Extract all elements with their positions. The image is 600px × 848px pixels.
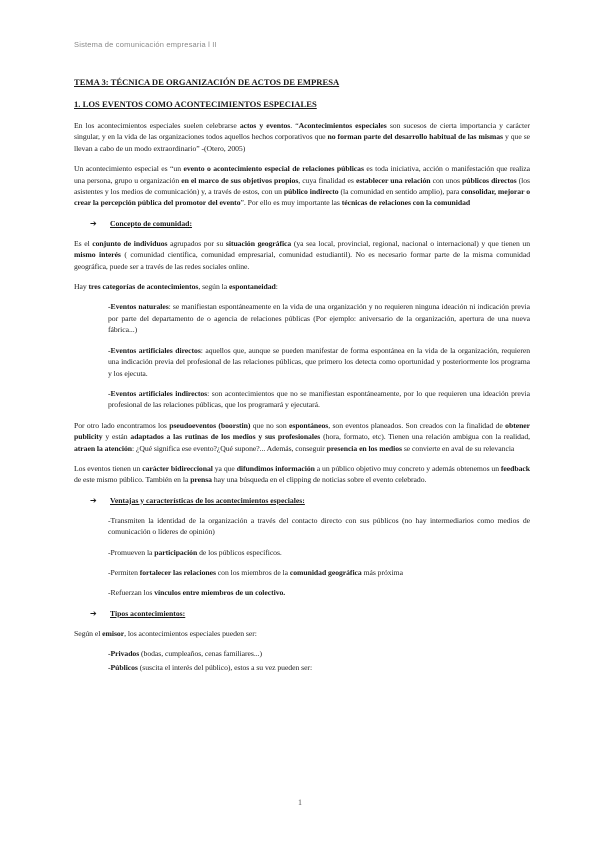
list-item-eventos-artificiales-directos: -Eventos artificiales directos: aquellos que, aunque se pueden manifestar de forma espontánea en la vida de la organización, requieren una indicación previa del profesional de las relaciones públicas, que primero los detecta como oportunidad y posteriormente los programa y los ejecuta.	[108, 345, 530, 378]
list-item-eventos-artificiales-indirectos: -Eventos artificiales indirectos: son acontecimientos que no se manifiestan espontáneamente, por lo que requieren una ideación previa profesional de las relaciones públicas, que los programará y ejecutará.	[108, 388, 530, 410]
arrow-bullet-icon: ➔	[90, 608, 97, 618]
subsection-label: Ventajas y características de los acontecimientos especiales:	[110, 495, 305, 505]
list-item-ventaja: -Promueven la participación de los públicos específicos.	[108, 547, 282, 557]
paragraph-pseudoeventos: Por otro lado encontramos los pseudoeventos (boorstin) que no son espontáneos, son eventos planeados. Son creados con la finalidad de obtener publicity y están adaptados a las rutinas de los medios y sus profesionales (hora, formato, etc). Tienen una relación ambigua con la realidad, atraen la atención: ¿Qué significa ese evento?¿Qué supone?... Además, conseguir presencia en los medios se convierte en aval de su relevancia	[74, 420, 531, 453]
subsection-ventajas	[90, 495, 530, 506]
running-header: Sistema de comunicación empresaria l II	[74, 40, 217, 49]
subsection-tipos	[90, 608, 530, 619]
subsection-label: Tipos acontecimientos:	[110, 608, 186, 618]
list-item-eventos-naturales: -Eventos naturales: se manifiestan espontáneamente en la vida de una organización y no requieren ninguna ideación ni indicación previa por parte del departamento de o agencia de relaciones públicas (Por ejemplo: aniversario de la organización, apertura de una nueva fábrica...)	[108, 302, 531, 335]
page-title: TEMA 3: TÉCNICA DE ORGANIZACIÓN DE ACTOS DE EMPRESA	[74, 77, 340, 87]
list-item-ventaja: -Refuerzan los vínculos entre miembros de un colectivo.	[108, 588, 286, 598]
paragraph-comunidad: Es el conjunto de individuos agrupados por su situación geográfica (ya sea local, provincial, regional, nacional o internacional) y que tienen un mismo interés ( comunidad científica, comunidad empresarial, comunidad estudiantil). No es necesario formar parte de la misma comunidad geográfica, puede ser a través de las redes sociales online.	[74, 238, 531, 271]
subsection-concepto-comunidad	[90, 218, 530, 229]
list-item-ventaja: -Transmiten la identidad de la organización a través del contacto directo con sus públicos (no hay intermediarios como medios de comunicación o líderes de opinión)	[108, 515, 530, 537]
paragraph-acontecimientos: En los acontecimientos especiales suelen celebrarse actos y eventos. “Acontecimientos especiales son sucesos de cierta importancia y carácter singular, y en la vida de las organizaciones todos aquellos hechos corporativos que no forman parte del desarrollo habitual de las mismas y que se llevan a cabo de un modo extraordinario” -(Otero, 2005)	[74, 121, 530, 153]
paragraph-bidireccional: Los eventos tienen un carácter bidireccional ya que difundimos información a un público objetivo muy concreto y además obtenemos un feedback de este mismo público. También en la prensa hay una búsqueda en el clipping de noticias sobre el evento celebrado.	[74, 463, 530, 485]
list-item-publicos: -Públicos (suscita el interés del público), estos a su vez pueden ser:	[108, 662, 313, 672]
paragraph-definicion: Un acontecimiento especial es “un evento o acontecimiento especial de relaciones públicas es toda iniciativa, acción o manifestación que realiza una persona, grupo u organización en el marco de sus objetivos propios, cuya finalidad es establecer una relación con unos públicos directos (los asistentes y los medios de comunicación) y, a través de estos, con un público indirecto (la comunidad en sentido amplio), para consolidar, mejorar o crear la percepción pública del promotor del evento”. Por ello es muy importante las técnicas de relaciones con la comunidad	[74, 164, 530, 208]
arrow-bullet-icon: ➔	[90, 218, 97, 228]
subsection-label: Concepto de comunidad:	[110, 218, 193, 228]
section-heading: 1. LOS EVENTOS COMO ACONTECIMIENTOS ESPECIALES	[74, 99, 317, 109]
paragraph-tipos-intro: Según el emisor, los acontecimientos especiales pueden ser:	[74, 628, 257, 638]
list-item-ventaja: -Permiten fortalecer las relaciones con los miembros de la comunidad geográfica más próxima	[108, 567, 403, 577]
arrow-bullet-icon: ➔	[90, 495, 97, 505]
page-content	[74, 76, 530, 675]
paragraph-categorias: Hay tres categorías de acontecimientos, según la espontaneidad:	[74, 282, 278, 292]
list-item-privados: -Privados (bodas, cumpleaños, cenas familiares...)	[108, 649, 262, 659]
page-number: 1	[298, 798, 302, 807]
